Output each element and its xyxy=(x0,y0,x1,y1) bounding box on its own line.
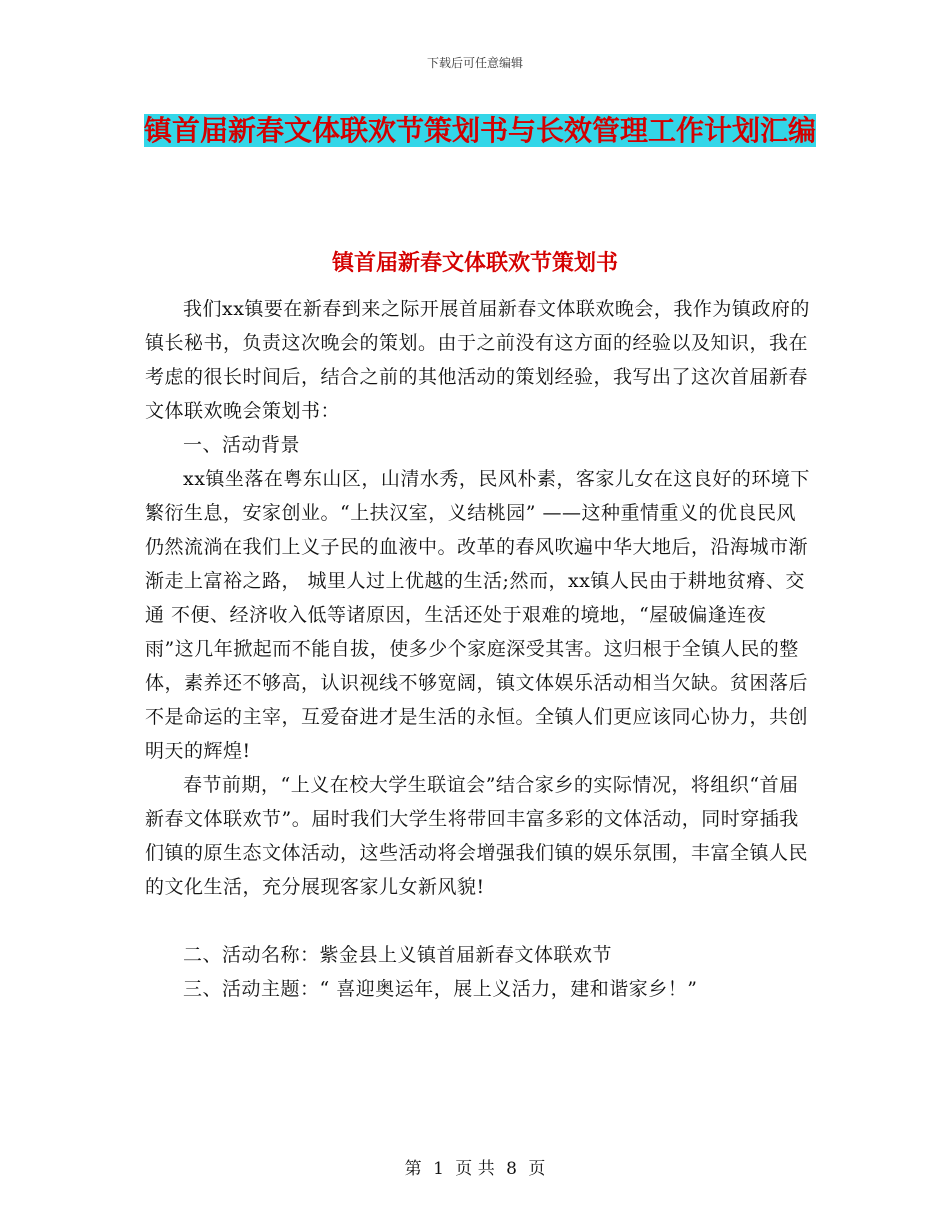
heading-activity-theme: 三、活动主题：“ 喜迎奥运年，展上义活力，建和谐家乡！” xyxy=(183,978,698,1000)
paragraph-intro: 我们xx镇要在新春到来之际开展首届新春文体联欢晚会，我作为镇政府的镇长秘书，负责这次晚会的策划。由于之前没有这方面的经验以及知识，我在考虑的很长时间后，结合之前的其他活动的策划经验，我写出了这次首届新春文体联欢晚会策划书： xyxy=(145,298,810,422)
document-title-text: 镇首届新春文体联欢节策划书与长效管理工作计划汇编 xyxy=(143,114,816,147)
footer-label-before: 第 xyxy=(404,1159,422,1179)
page-footer xyxy=(0,1154,950,1179)
footer-label-middle: 页 共 xyxy=(455,1159,495,1179)
document-title xyxy=(140,108,820,154)
header-note: 下载后可任意编辑 xyxy=(426,56,523,70)
footer-label-after: 页 xyxy=(528,1159,546,1179)
document-body xyxy=(145,292,810,1006)
footer-page-number: 1 xyxy=(433,1159,444,1179)
footer-total-pages: 8 xyxy=(506,1159,517,1179)
heading-activity-name: 二、活动名称：紫金县上义镇首届新春文体联欢节 xyxy=(183,944,613,966)
paragraph-background: xx镇坐落在粤东山区，山清水秀，民风朴素，客家儿女在这良好的环境下繁衍生息，安家创业。“上扶汉室，义结桃园” ——这种重情重义的优良民风仍然流淌在我们上义子民的血液中。改革的春风吹遍中华大地后，沿海城市渐渐走上富裕之路， 城里人过上优越的生活;然而，xx镇人民由于耕地贫瘠、交通 不便、经济收入低等诸原因，生活还处于艰难的境地，“屋破偏逢连夜雨”这几年掀起而不能自拔，使多少个家庭深受其害。这归根于全镇人民的整体，素养还不够高，认识视线不够宽阔，镇文体娱乐活动相当欠缺。贫困落后不是命运的主宰，互爱奋进才是生活的永恒。全镇人们更应该同心协力，共创明天的辉煌! xyxy=(145,468,810,762)
paragraph-spring-festival: 春节前期，“上义在校大学生联谊会”结合家乡的实际情况，将组织“首届新春文体联欢节”。届时我们大学生将带回丰富多彩的文体活动，同时穿插我们镇的原生态文体活动，这些活动将会增强我们镇的娱乐氛围，丰富全镇人民的文化生活，充分展现客家儿女新风貌! xyxy=(145,774,809,898)
section-title: 镇首届新春文体联欢节策划书 xyxy=(331,250,618,276)
heading-background: 一、活动背景 xyxy=(183,434,301,456)
